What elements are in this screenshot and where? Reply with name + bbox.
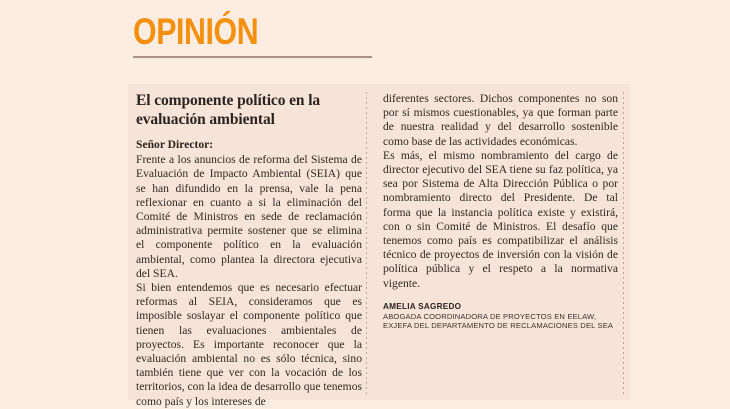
- article-title: El componente político en la evaluación ambiental: [136, 92, 321, 128]
- section-masthead: [133, 12, 633, 52]
- article-column-right: [371, 92, 630, 331]
- article-container: [128, 84, 630, 408]
- masthead-divider: [133, 56, 372, 58]
- article-paragraph: Frente a los anuncios de reforma del Sistema de Evaluación de Impacto Ambiental (SEIA) que se han difundido en la prensa, vale la pena reflexionar en cuanto a si la eliminación del Comité de Ministros en sede de reclamación administrativa permite sostener que se elimina el componente político en la evaluación ambiental, como plantea la directora ejecutiva del SEA.: [136, 153, 362, 280]
- section-title: OPINIÓN: [133, 11, 259, 52]
- article-paragraph: diferentes sectores. Dichos componentes no son por sí mismos cuestionables, ya que forman parte de nuestra realidad y del desarrollo sostenible como base de las actividades económicas.: [383, 92, 618, 148]
- article-paragraph: Es más, el mismo nombramiento del cargo de director ejecutivo del SEA tiene su faz política, ya sea por Sistema de Alta Dirección Pública o por nombramiento directo del Presidente. De tal forma que la instancia política existe y existirá, con o sin Comité de Ministros. El desafío que tenemos como país es compatibilizar el análisis técnico de proyectos de inversión con la visión de política pública y el respeto a la normativa vigente.: [383, 148, 618, 290]
- article-columns: [128, 92, 630, 408]
- byline-author-role-line-2: EXJEFA DEL DEPARTAMENTO DE RECLAMACIONES DEL SEA: [383, 321, 614, 331]
- article-paragraph: Si bien entendemos que es necesario efectuar reformas al SEIA, consideramos que es imposible soslayar el componente político que tienen las evaluaciones ambientales de proyectos. Es importante reconocer que la evaluación ambiental no es sólo técnica, sino también tiene que ver con la vocación de los territorios, con la idea de desarrollo que tenemos como país y los intereses de: [136, 281, 362, 408]
- byline-author-name: AMELIA SAGREDO: [383, 301, 462, 311]
- article-column-left: [128, 92, 371, 409]
- byline-author-role-line-1: ABOGADA COORDINADORA DE PROYECTOS EN EELAW,: [383, 311, 597, 321]
- article-byline: [383, 302, 618, 331]
- article-salutation: Señor Director:: [136, 138, 214, 151]
